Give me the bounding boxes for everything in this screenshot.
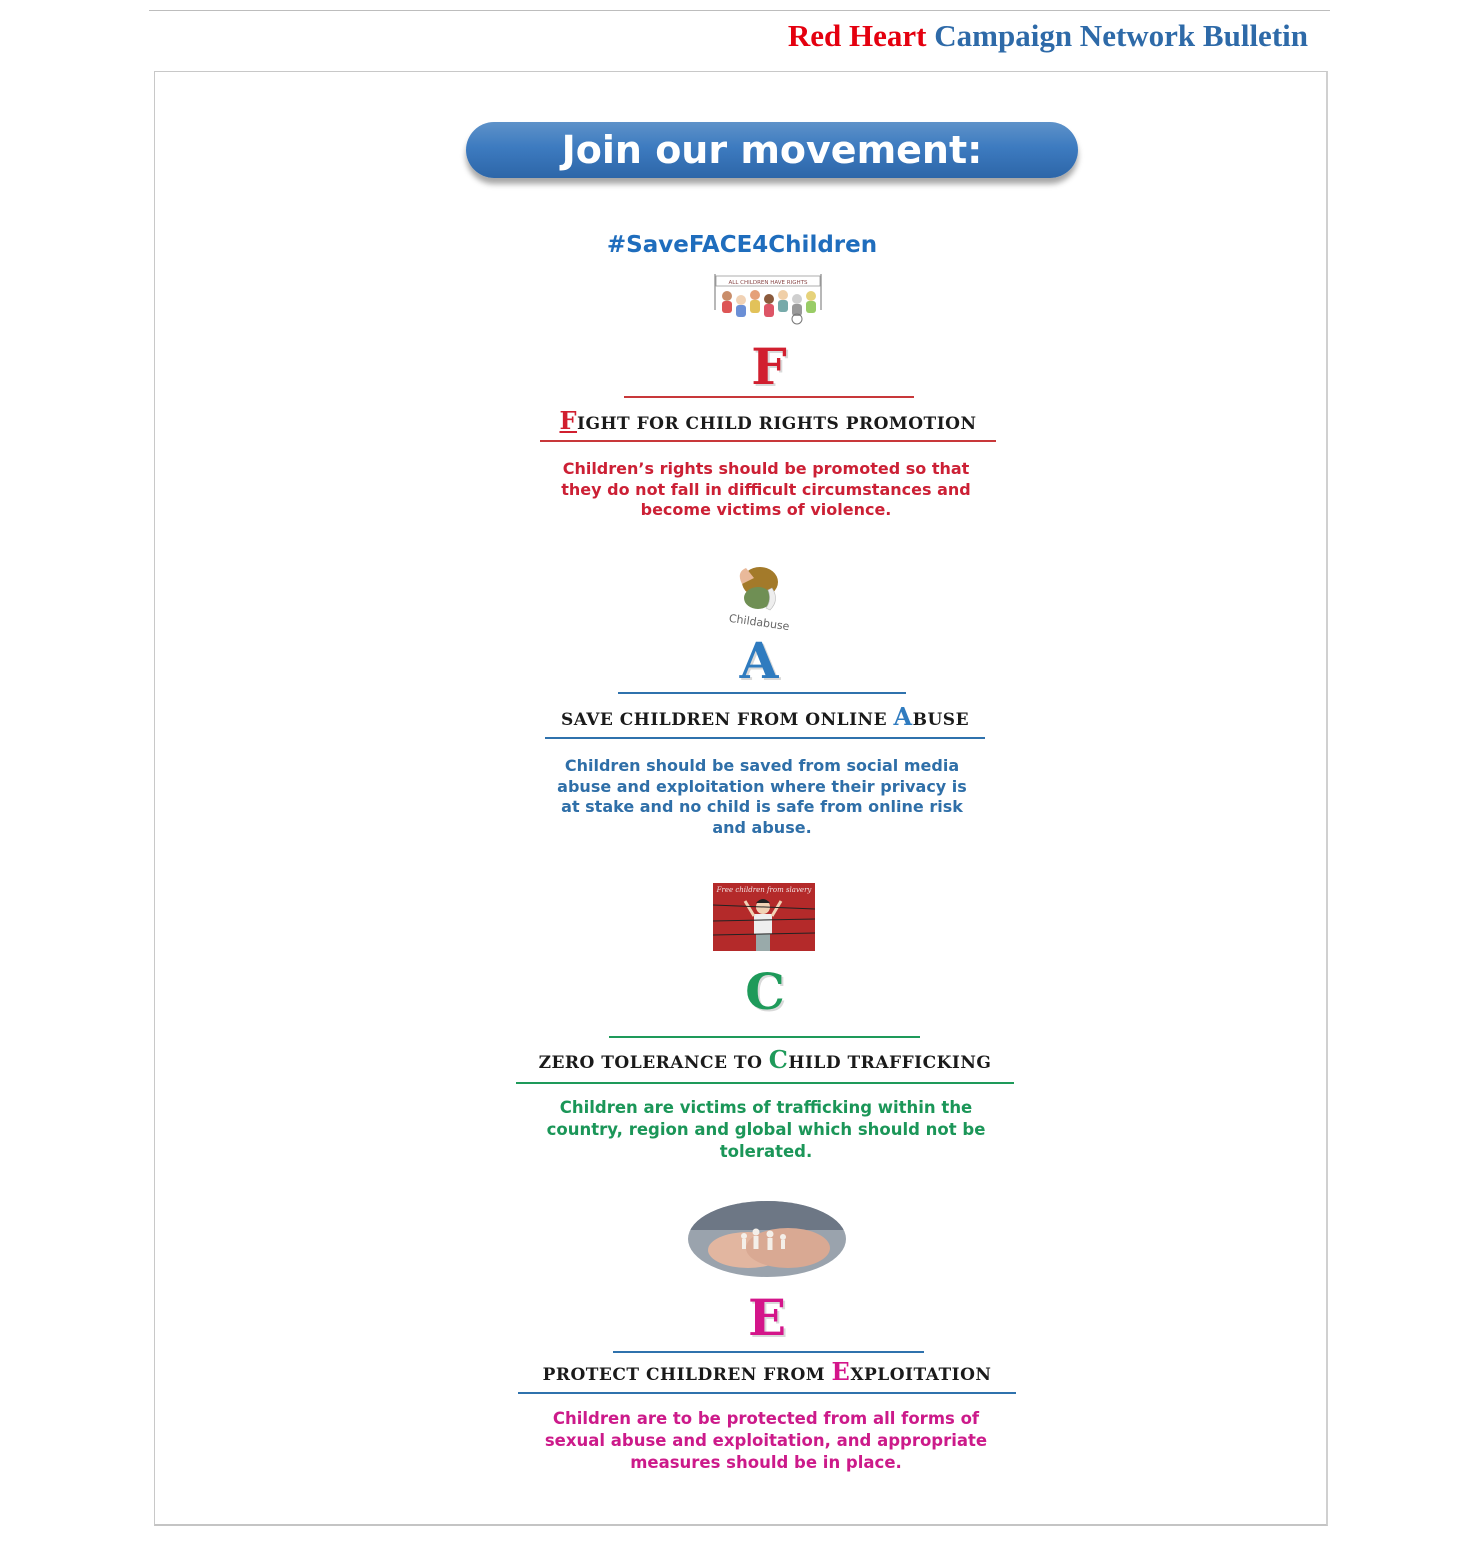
big-letter-a: A [739, 631, 779, 690]
heading-cap-c: C [768, 1045, 789, 1074]
heading-rest-e: XPLOITATION [850, 1365, 992, 1385]
section-a-bottom-rule [545, 737, 985, 739]
section-c-description: Children are victims of trafficking within the country, region and global which should not be tolerated. [546, 1098, 986, 1161]
bulletin-title-red: Red Heart [787, 18, 927, 53]
section-f-bottom-rule [540, 440, 996, 442]
section-e-heading [518, 1357, 1016, 1386]
heading-rest-f: IGHT FOR CHILD RIGHTS PROMOTION [577, 414, 977, 434]
heading-pre-a: SAVE CHILDREN FROM ONLINE [560, 710, 894, 730]
banner-image-text: ALL CHILDREN HAVE RIGHTS [728, 280, 808, 286]
header-divider [149, 10, 1330, 11]
section-f-description: Children’s rights should be promoted so that they do not fall in difficult circumstances and become victims of violence. [561, 459, 971, 519]
heading-cap-f: F [559, 406, 578, 435]
join-movement-banner [466, 122, 1078, 178]
heading-pre-c: ZERO TOLERANCE TO [538, 1053, 769, 1073]
section-a-heading [545, 702, 985, 731]
child-abuse-caption: Childabuse [728, 611, 791, 634]
big-letter-c: C [745, 962, 785, 1021]
heading-rest-a: BUSE [912, 710, 970, 730]
bulletin-title-blue: Campaign Network Bulletin [934, 18, 1308, 53]
hands-holding-family-image [688, 1200, 846, 1278]
section-e-top-rule [613, 1351, 924, 1353]
section-e-description: Children are to be protected from all forms of sexual abuse and exploitation, and appropriate measures should be in place. [544, 1409, 988, 1472]
heading-cap-a: A [893, 702, 913, 731]
bulletin-title [788, 18, 1308, 54]
children-rights-banner-image [711, 270, 825, 326]
section-f-heading [540, 406, 996, 435]
big-letter-f: F [751, 337, 787, 396]
section-a-top-rule [618, 692, 906, 694]
section-c-heading [516, 1045, 1014, 1074]
child-abuse-image [716, 564, 802, 634]
banner-label: Join our movement: [561, 128, 983, 172]
heading-cap-e: E [831, 1357, 851, 1386]
section-c-bottom-rule [516, 1082, 1014, 1084]
free-children-from-slavery-image [713, 883, 815, 951]
slavery-image-caption: Free children from slavery [716, 886, 812, 894]
heading-rest-c: HILD TRAFFICKING [788, 1053, 992, 1073]
big-letter-e: E [747, 1288, 787, 1347]
section-c-top-rule [609, 1036, 920, 1038]
section-a-description: Children should be saved from social media abuse and exploitation where their privacy is at stake and no child is safe from online risk and abuse. [557, 756, 967, 837]
heading-pre-e: PROTECT CHILDREN FROM [542, 1365, 832, 1385]
section-f-top-rule [624, 396, 914, 398]
hashtag: #SaveFACE4Children [606, 232, 878, 258]
section-e-bottom-rule [518, 1392, 1016, 1394]
